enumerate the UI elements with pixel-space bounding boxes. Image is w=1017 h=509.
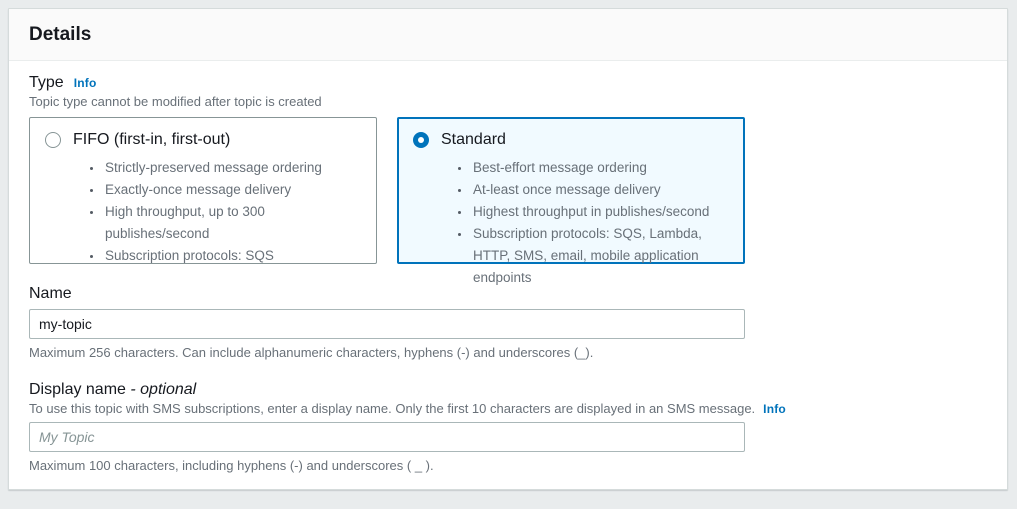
- display-name-description: [29, 401, 786, 416]
- type-card-standard[interactable]: [397, 117, 745, 285]
- fifo-card-title: FIFO (first-in, first-out): [73, 131, 231, 148]
- page-title: Details: [29, 24, 92, 45]
- fifo-radio[interactable]: [45, 132, 61, 148]
- details-panel: [8, 8, 1008, 490]
- display-name-label-text: Display name: [29, 381, 131, 398]
- display-name-info-link[interactable]: Info: [763, 402, 786, 416]
- display-name-helper: Maximum 100 characters, including hyphens (-) and underscores ( _ ).: [29, 458, 434, 473]
- type-info-link[interactable]: Info: [73, 76, 97, 90]
- topic-type-options: [29, 117, 745, 285]
- display-name-optional-label: - optional: [130, 381, 197, 398]
- display-name-description-text: To use this topic with SMS subscriptions, enter a display name. Only the first 10 characters are displayed in an SMS message.: [29, 401, 756, 416]
- standard-bullet: • At-least once message delivery: [471, 179, 729, 201]
- type-description: Topic type cannot be modified after topic is created: [29, 94, 322, 109]
- fifo-bullet: • High throughput, up to 300 publishes/second: [103, 201, 361, 245]
- fifo-bullet: • Strictly-preserved message ordering: [103, 157, 361, 179]
- name-field: [29, 285, 745, 360]
- type-field: [29, 74, 987, 285]
- standard-radio[interactable]: [413, 132, 429, 148]
- fifo-bullet: • Exactly-once message delivery: [103, 179, 361, 201]
- fifo-card-head: [45, 131, 361, 149]
- type-label-row: [29, 74, 987, 92]
- type-card-fifo[interactable]: [29, 117, 377, 264]
- standard-bullet-list: [471, 157, 729, 289]
- name-label: Name: [29, 285, 72, 302]
- fifo-bullet: • Subscription protocols: SQS: [103, 245, 361, 267]
- standard-card-title: Standard: [441, 131, 506, 148]
- display-name-field: [29, 381, 786, 473]
- details-panel-body: [9, 61, 1007, 489]
- standard-card-head: [413, 131, 729, 149]
- display-name-input[interactable]: [29, 422, 745, 452]
- fifo-bullet-list: [103, 157, 361, 267]
- standard-bullet: • Subscription protocols: SQS, Lambda, HTTP, SMS, email, mobile application endpoints: [471, 223, 729, 289]
- standard-bullet: • Highest throughput in publishes/second: [471, 201, 729, 223]
- standard-bullet: • Best-effort message ordering: [471, 157, 729, 179]
- display-name-label: [29, 381, 745, 399]
- name-input[interactable]: [29, 309, 745, 339]
- type-label: Type: [29, 74, 64, 91]
- details-panel-header: [9, 9, 1007, 61]
- name-helper: Maximum 256 characters. Can include alphanumeric characters, hyphens (-) and underscores (_).: [29, 345, 594, 360]
